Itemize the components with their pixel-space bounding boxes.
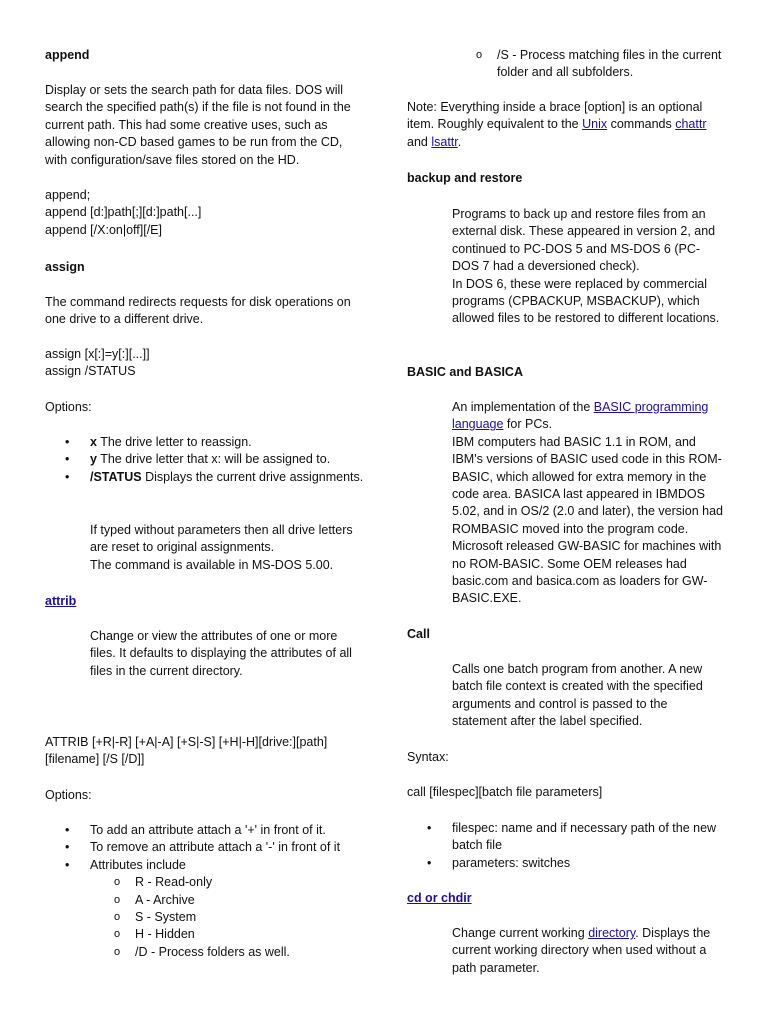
assign-heading: assign [45,260,85,274]
call-description: Calls one batch program from another. A new batch file context is created with the specified arguments and control is passed to the statement after the label specified. [452,662,703,729]
attrib-heading-link[interactable] [45,593,365,610]
call-syntax: call [filespec][batch file parameters] [407,785,603,799]
sub-list-item: o /D - Process folders as well. [45,944,365,961]
backup-paragraph: In DOS 6, these were replaced by commercial programs (CPBACKUP, MSBACKUP), which allowed files to be restored to different locations. [452,276,720,326]
assign-syntax [45,346,365,381]
cd-heading-link[interactable] [407,890,725,907]
options-label: Options: [45,400,92,414]
sub-list-item: o S - System [45,909,365,926]
option-key: x [90,435,97,449]
lsattr-link[interactable]: lsattr [431,134,458,149]
cd-text: Change current working [452,926,589,940]
note-paragraph [407,99,725,151]
syntax-label: Syntax: [407,750,449,764]
append-syntax-line: append [/X:on|off][/E] [45,222,162,237]
sub-list-item: o A - Archive [45,892,365,909]
note-text: Note: Everything inside a brace [option] is an optional item. Roughly equivalent to the [407,100,703,132]
attrib-description: Change or view the attributes of one or more files. It defaults to displaying the attributes of all files in the current directory. [90,629,352,678]
assign-note [45,522,365,574]
unix-link[interactable]: Unix [582,117,608,132]
basic-paragraph: IBM computers had BASIC 1.1 in ROM, and IBM's versions of BASIC used code in this ROM-BASIC, which allowed for extra memory in the code area. BASICA last appeared in IBMDOS 5.02, and in OS/2 (2.0 and later), the version had ROMBASIC moved into the program code. Microsoft released GW-BASIC for machines with no ROM-BASIC. Some OEM releases had basic.com and basica.com as loaders for GW-BASIC.EXE. [452,434,724,606]
backup-heading: backup and restore [407,171,523,185]
option-key: y [90,452,97,467]
sub-list-item: o R - Read-only [45,874,365,891]
append-syntax-line: append; [45,188,91,202]
basic-description [407,399,725,608]
cd-chdir-link[interactable]: cd or chdir [407,891,472,905]
option-text: The drive letter to reassign. [96,435,252,449]
append-description: Display or sets the search path for data files. DOS will search the specified path(s) if the file is not found in the current path. This had some creative uses, such as allowing non-CD based games to be run from the CD, with configuration/save files stored on the HD. [45,83,351,167]
cd-text: . Displays the current working directory when used without a path parameter. [452,926,711,975]
basic-text: for PCs. [503,417,553,432]
call-heading: Call [407,627,430,641]
option-key: /STATUS [90,469,142,484]
attrib-options-label: Options: [45,788,92,802]
list-item: • To remove an attribute attach a '-' in front of it [45,839,365,856]
assign-syntax-line: assign /STATUS [45,364,136,379]
append-heading: append [45,48,90,62]
list-item: • Attributes include [45,857,365,874]
assign-note-line: The command is available in MS-DOS 5.00. [90,557,334,572]
list-item: • To add an attribute attach a '+' in front of it. [45,822,365,839]
assign-syntax-line: assign [x[:]=y[:][...]] [45,347,150,361]
assign-options-list [45,434,365,486]
option-text: Displays the current drive assignments. [141,469,364,484]
note-text: commands [607,117,676,132]
chattr-link[interactable]: chattr [675,117,707,132]
call-params-list [407,820,725,872]
list-item [45,451,365,468]
basic-paragraph [452,399,725,434]
list-item [45,434,365,451]
list-item [45,469,365,486]
attrib-options-continued [407,47,725,82]
note-text: . [457,134,462,149]
attrib-link[interactable]: attrib [45,594,77,608]
assign-note-line: If typed without parameters then all drive letters are reset to original assignments. [90,523,353,555]
option-text: The drive letter that x: will be assigned to. [96,452,331,467]
basic-heading: BASIC and BASICA [407,365,523,379]
cd-description [407,925,725,977]
append-syntax [45,187,365,239]
backup-paragraph: Programs to back up and restore files from an external disk. These appeared in version 2, and continued to PC-DOS 5 and MS-DOS 6 (PC-DOS 7 had a deversioned check). [452,207,716,274]
basic-programming-language-link[interactable]: BASIC programming language [452,400,709,432]
attrib-options-list [45,822,365,961]
basic-text: An implementation of the [452,400,594,414]
sub-list-item: o H - Hidden [45,926,365,943]
attrib-syntax: ATTRIB [+R|-R] [+A|-A] [+S|-S] [+H|-H][drive:][path][filename] [/S [/D]] [45,735,328,767]
append-syntax-line: append [d:]path[;][d:]path[...] [45,205,202,220]
sub-list-item: o /S - Process matching files in the current folder and all subfolders. [407,47,725,82]
note-text: and [407,134,432,149]
list-item: • parameters: switches [407,855,725,872]
list-item: • filespec: name and if necessary path of the new batch file [407,820,725,855]
directory-link[interactable]: directory [588,926,636,940]
assign-description: The command redirects requests for disk operations on one drive to a different drive. [45,295,351,327]
backup-description [407,206,725,328]
